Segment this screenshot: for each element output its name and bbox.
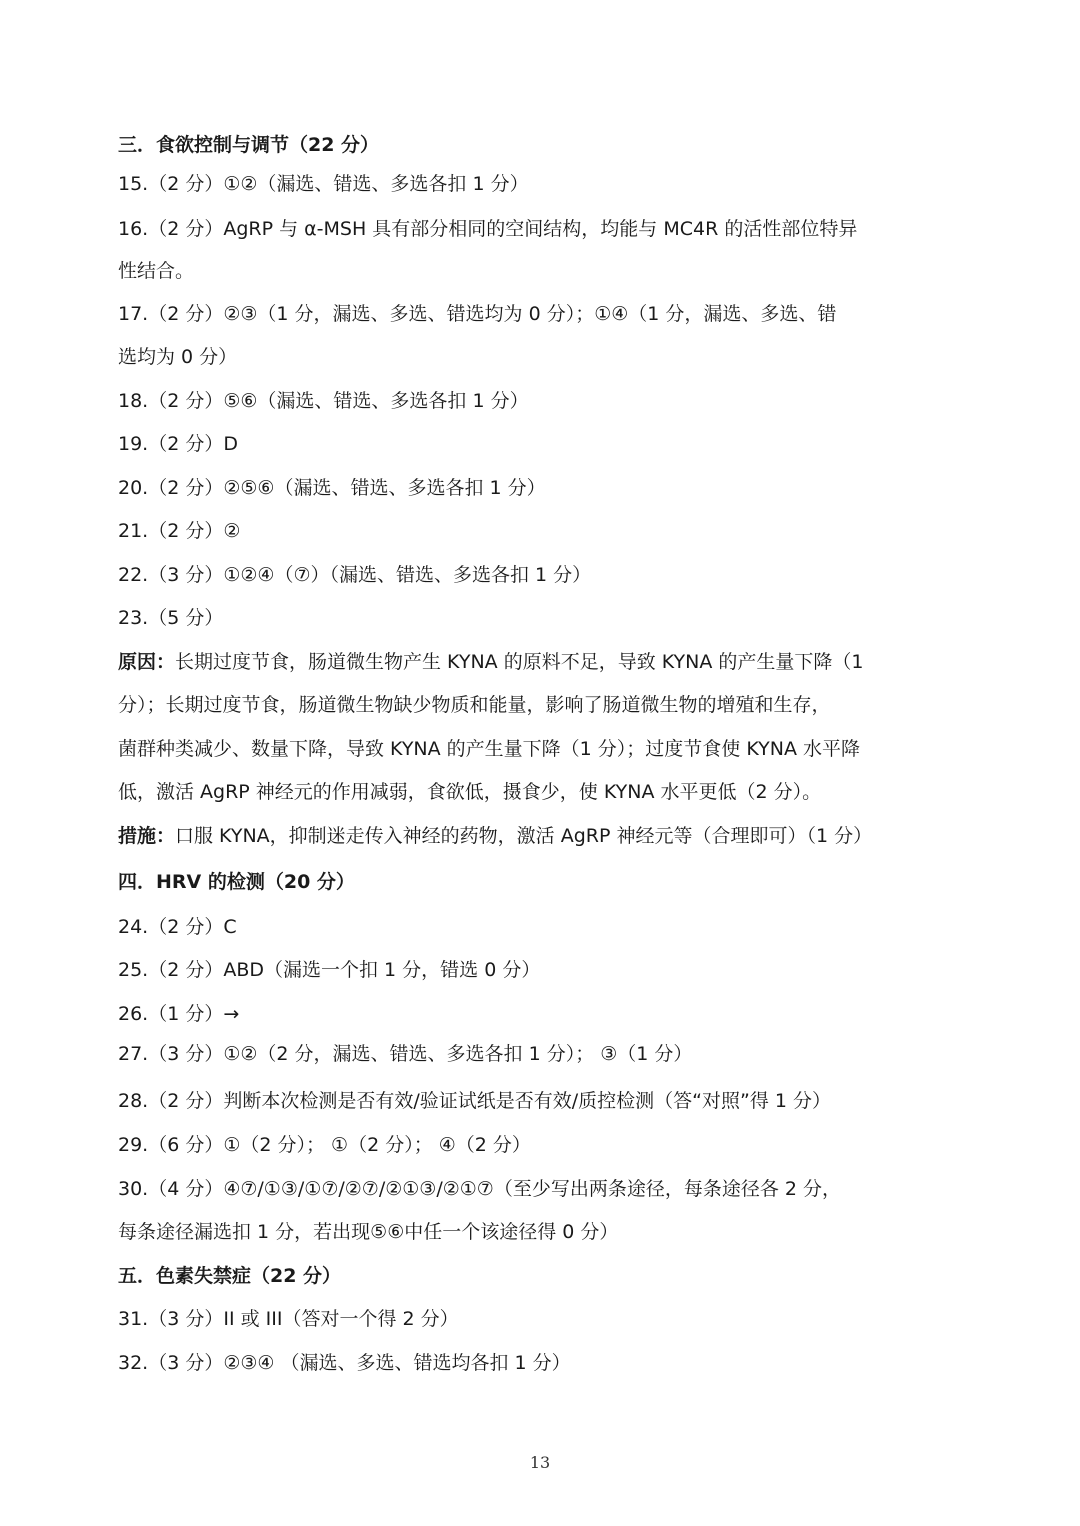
answer-27: 27.（3 分）①②（2 分，漏选、错选、多选各扣 1 分）； ③（1 分）	[118, 1043, 693, 1065]
answer-22: 22.（3 分）①②④（⑦）（漏选、错选、多选各扣 1 分）	[118, 564, 592, 586]
answer-30-line-1: 30.（4 分）④⑦/①③/①⑦/②⑦/②①③/②①⑦（至少写出两条途径，每条途径各 2 分，	[118, 1178, 841, 1200]
answer-17-line-1: 17.（2 分）②③（1 分，漏选、多选、错选均为 0 分）；①④（1 分，漏选、多选、错	[118, 303, 837, 325]
answer-31: 31.（3 分）II 或 III（答对一个得 2 分）	[118, 1308, 459, 1330]
reason-line-1	[118, 648, 863, 676]
section-3-heading: 三．食欲控制与调节（22 分）	[118, 134, 380, 156]
answer-18: 18.（2 分）⑤⑥（漏选、错选、多选各扣 1 分）	[118, 390, 529, 412]
answer-16-line-1: 16.（2 分）AgRP 与 α-MSH 具有部分相同的空间结构，均能与 MC4R 的活性部位特异	[118, 218, 858, 240]
page-number: 13	[529, 1453, 551, 1472]
answer-15: 15.（2 分）①②（漏选、错选、多选各扣 1 分）	[118, 173, 529, 195]
answer-32: 32.（3 分）②③④ （漏选、多选、错选均各扣 1 分）	[118, 1352, 571, 1374]
reason-line-3: 菌群种类减少、数量下降，导致 KYNA 的产生量下降（1 分）；过度节食使 KYNA 水平降	[118, 738, 860, 760]
section-5-heading: 五．色素失禁症（22 分）	[118, 1265, 342, 1287]
reason-line-4: 低，激活 AgRP 神经元的作用减弱，食欲低，摄食少，使 KYNA 水平更低（2 分）。	[118, 781, 822, 803]
answer-30-line-2: 每条途径漏选扣 1 分，若出现⑤⑥中任一个该途径得 0 分）	[118, 1221, 619, 1243]
section-4-heading: 四．HRV 的检测（20 分）	[118, 871, 355, 893]
answer-17-line-2: 选均为 0 分）	[118, 346, 238, 368]
answer-24: 24.（2 分）C	[118, 916, 237, 938]
answer-23: 23.（5 分）	[118, 607, 224, 629]
answer-28: 28.（2 分）判断本次检测是否有效/验证试纸是否有效/质控检测（答“对照”得 1 分）	[118, 1090, 832, 1112]
answer-26: 26.（1 分）→	[118, 1003, 240, 1025]
answer-16-line-2: 性结合。	[118, 260, 195, 282]
answer-19: 19.（2 分）D	[118, 433, 238, 455]
measure-text: 口服 KYNA，抑制迷走传入神经的药物，激活 AgRP 神经元等（合理即可）（1 分）	[175, 825, 873, 847]
answer-20: 20.（2 分）②⑤⑥（漏选、错选、多选各扣 1 分）	[118, 477, 546, 499]
measure-label: 措施：	[118, 825, 176, 847]
answer-21: 21.（2 分）②	[118, 520, 241, 542]
reason-text-1: 长期过度节食，肠道微生物产生 KYNA 的原料不足，导致 KYNA 的产生量下降（1	[175, 651, 864, 673]
reason-line-2: 分）；长期过度节食，肠道微生物缺少物质和能量，影响了肠道微生物的增殖和生存，	[118, 694, 831, 716]
measure-line	[118, 822, 872, 850]
reason-label: 原因：	[118, 651, 176, 673]
answer-25: 25.（2 分）ABD（漏选一个扣 1 分，错选 0 分）	[118, 959, 541, 981]
answer-29: 29.（6 分）①（2 分）； ①（2 分）； ④（2 分）	[118, 1134, 531, 1156]
